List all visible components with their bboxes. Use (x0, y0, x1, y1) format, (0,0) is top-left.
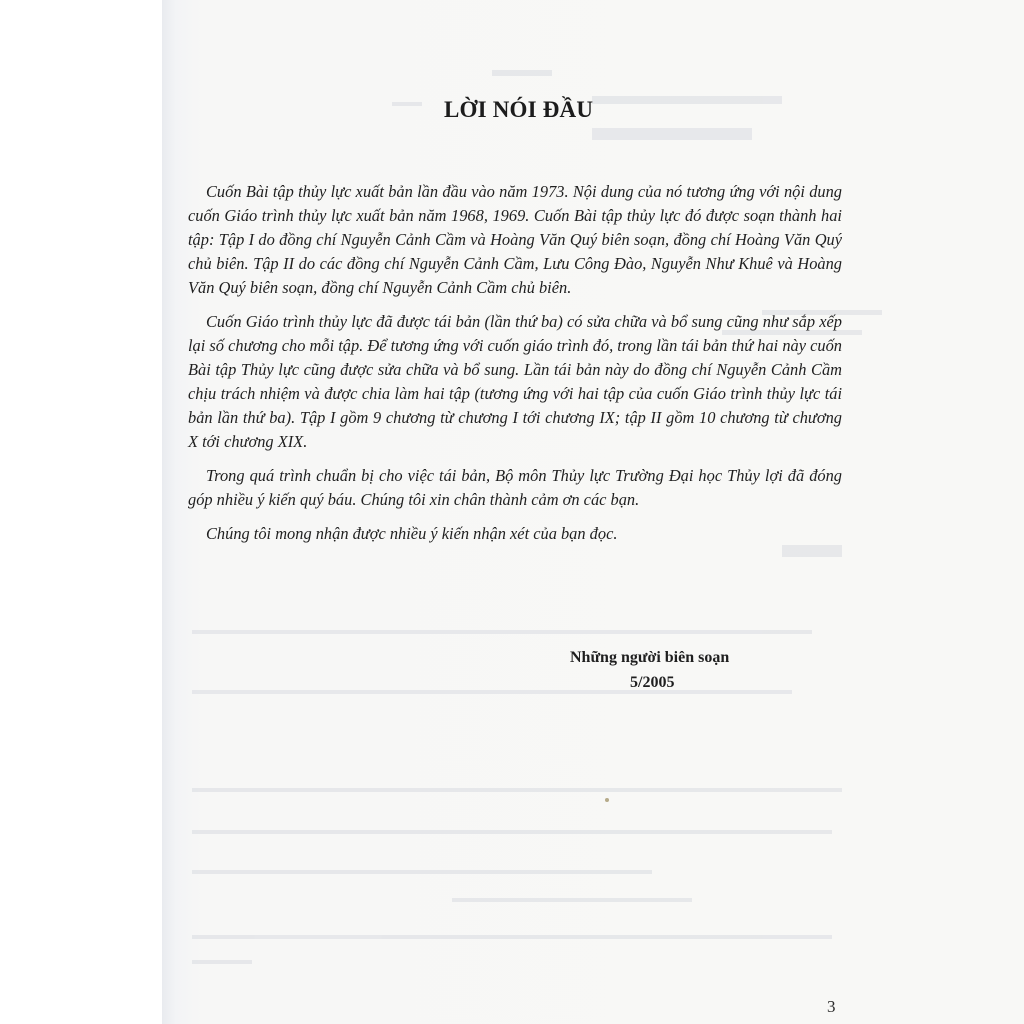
paragraph: Chúng tôi mong nhận được nhiều ý kiến nhận xét của bạn đọc. (206, 524, 618, 543)
paragraph: Trong quá trình chuẩn bị cho việc tái bản, Bộ môn Thủy lực Trường Đại học Thủy lợi đã đóng góp nhiều ý kiến quý báu. Chúng tôi xin chân thành cảm ơn các bạn. (188, 466, 842, 509)
paragraph: Cuốn Bài tập thủy lực xuất bản lần đầu vào năm 1973. Nội dung của nó tương ứng với nội dung cuốn Giáo trình thủy lực xuất bản năm 1968, 1969. Cuốn Bài tập thủy lực đó được soạn thành hai tập: Tập I do đồng chí Nguyễn Cảnh Cầm và Hoàng Văn Quý biên soạn, đồng chí Hoàng Văn Quý chủ biên. Tập II do các đồng chí Nguyễn Cảnh Cầm, Lưu Công Đào, Nguyễn Như Khuê và Hoàng Văn Quý biên soạn, đồng chí Nguyễn Cảnh Cầm chủ biên. (188, 182, 842, 297)
signature-date: 5/2005 (630, 674, 675, 691)
authors-signature: Những người biên soạn (570, 649, 730, 666)
page-title: LỜI NÓI ĐẦU (444, 97, 594, 122)
signature-block (570, 645, 790, 695)
paragraph: Cuốn Giáo trình thủy lực đã được tái bản (lần thứ ba) có sửa chữa và bổ sung cũng như sắp xếp lại số chương cho mỗi tập. Để tương ứng với cuốn giáo trình đó, trong lần tái bản thứ hai này cuốn Bài tập Thủy lực cũng được sửa chữa và bổ sung. Lần tái bản này do đồng chí Nguyễn Cảnh Cầm chịu trách nhiệm và được chia làm hai tập (tương ứng với hai tập của cuốn Giáo trình thủy lực tái bản lần thứ ba). Tập I gồm 9 chương từ chương I tới chương IX; tập II gồm 10 chương từ chương X tới chương XIX. (188, 312, 842, 451)
preface-body (188, 180, 842, 556)
book-page (162, 0, 1024, 1024)
page-number: 3 (827, 997, 836, 1016)
